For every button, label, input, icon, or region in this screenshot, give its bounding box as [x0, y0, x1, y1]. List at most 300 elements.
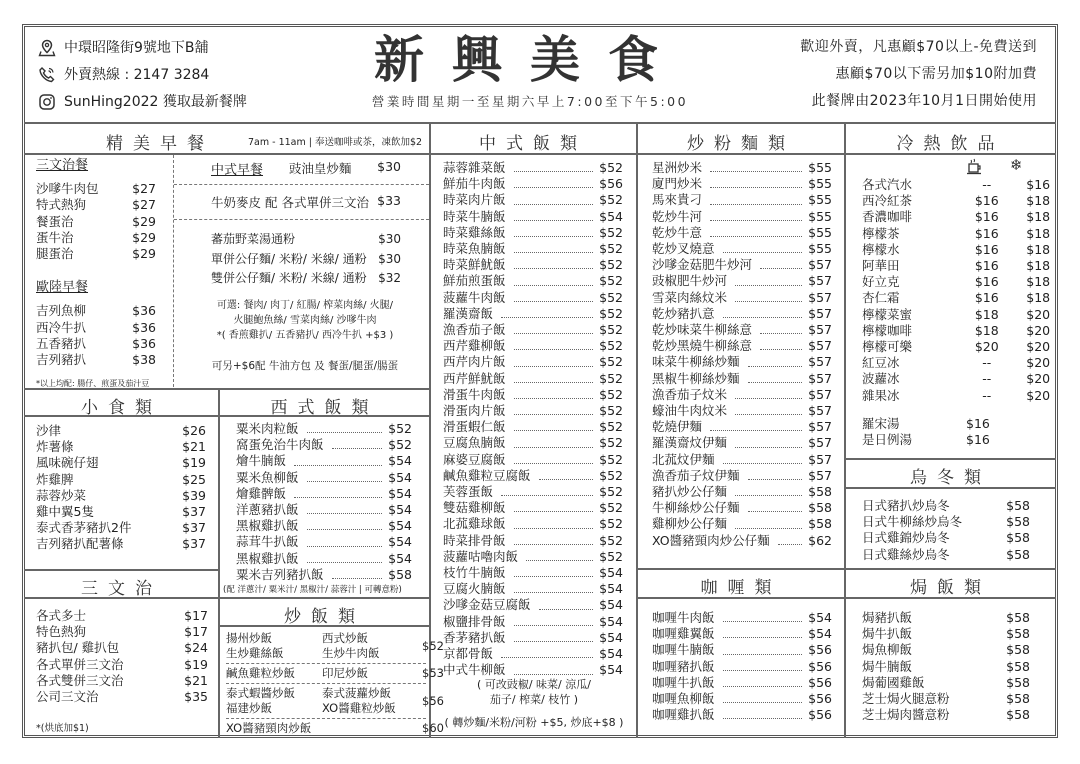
menu-item — [862, 416, 1062, 432]
section-title-snacks: 小食類 — [81, 398, 162, 418]
item-name: 鮮茄牛肉飯 — [443, 176, 506, 192]
menu-item — [443, 290, 623, 306]
contact-info — [38, 34, 247, 115]
fried-rice-group — [226, 664, 444, 684]
menu-item — [36, 352, 156, 368]
item-name: 時菜鮮魷飯 — [443, 257, 506, 273]
dot-leader — [514, 614, 594, 626]
item-name: 特色熱狗 — [36, 624, 87, 640]
item-price: $30 — [378, 251, 401, 266]
dot-leader — [514, 273, 594, 285]
item-price: $54 — [599, 597, 623, 613]
item-name: 豉椒肥牛炒河 — [652, 273, 728, 289]
drink-name: 紅豆冰 — [862, 355, 900, 371]
menu-item — [443, 257, 623, 273]
item-price: $58 — [1006, 642, 1030, 658]
item-price: $52 — [388, 421, 412, 436]
menu-item — [36, 640, 208, 656]
item-name: 蒜蓉雜菜飯 — [443, 160, 506, 175]
item-price: $58 — [808, 484, 832, 500]
item-price: $57 — [808, 419, 832, 435]
phone-icon — [38, 66, 56, 84]
item-price: $52 — [599, 532, 623, 548]
dot-leader — [723, 659, 803, 671]
item-price: $52 — [599, 224, 623, 240]
menu-item — [652, 452, 832, 468]
menu-item — [36, 336, 156, 352]
dot-leader — [539, 597, 594, 609]
fried-rice-group — [226, 719, 444, 738]
drink-name: 檸檬可樂 — [862, 339, 913, 355]
menu-item — [652, 419, 832, 435]
drink-hot: $16 — [974, 209, 999, 225]
drink-cold: $20 — [1026, 339, 1051, 355]
item-price: $30 — [378, 232, 401, 246]
item-name: 時菜雞絲飯 — [443, 224, 506, 240]
item-name: 漁香茄子炆伊麵 — [652, 467, 740, 483]
drink-hot: -- — [982, 387, 992, 403]
item-name: 各式單併三文治 — [36, 656, 124, 672]
menu-item — [652, 322, 832, 338]
item-price: $62 — [808, 532, 832, 548]
item-price: $52 — [599, 354, 623, 370]
section-title-baked-rice: 焗飯類 — [910, 578, 991, 598]
dot-leader — [514, 565, 594, 577]
item-price: $33 — [377, 193, 401, 208]
sandwiches-note: *(烘底加$1) — [36, 723, 89, 734]
item-price: $52 — [599, 370, 623, 386]
item-name: 焗葡國雞飯 — [862, 674, 925, 690]
drink-name: 檸檬菜蜜 — [862, 306, 913, 322]
udon-list — [862, 498, 1030, 563]
menu-item — [862, 498, 1030, 514]
menu-item — [652, 659, 832, 675]
item-name: 牛柳絲炒公仔麵 — [652, 500, 740, 516]
divider — [24, 569, 219, 571]
dot-leader — [307, 502, 383, 514]
item-price: $57 — [808, 435, 832, 451]
item-price: $56 — [599, 176, 623, 192]
dashed-divider — [174, 184, 429, 185]
item-name: 焗豬扒飯 — [862, 610, 913, 625]
item-name: 西芹肉片飯 — [443, 354, 506, 370]
divider — [218, 388, 220, 738]
drink-item — [862, 307, 1062, 323]
drink-cold: $20 — [1026, 306, 1051, 322]
dot-leader — [723, 452, 803, 464]
menu-item — [862, 642, 1030, 658]
menu-item — [443, 192, 623, 208]
menu-item — [652, 435, 832, 451]
drink-name: 西冷紅茶 — [862, 193, 913, 209]
item-name: 牛奶麥皮 配 各式單併三文治 — [211, 195, 369, 210]
sandwich-set-list — [36, 158, 156, 392]
menu-item — [443, 452, 623, 468]
divider — [24, 122, 1056, 124]
section-title-drinks: 冷熱飲品 — [896, 134, 1005, 154]
dot-leader — [307, 551, 383, 563]
drink-cold: $18 — [1026, 241, 1051, 257]
dot-leader — [514, 662, 594, 674]
item-name: 雞柳炒公仔麵 — [652, 516, 728, 532]
item-name: 揚州炒飯 — [226, 631, 272, 645]
item-name: 時菜肉片飯 — [443, 192, 506, 208]
drink-name: 阿華田 — [862, 258, 900, 274]
menu-item — [36, 439, 206, 455]
drinks-list — [862, 177, 1062, 404]
item-price: $27 — [132, 181, 156, 197]
menu-item — [36, 181, 156, 197]
menu-item — [236, 437, 412, 453]
menu-item — [236, 502, 412, 518]
drink-hot: $16 — [974, 274, 999, 290]
menu-item — [443, 565, 623, 581]
item-price: $58 — [1006, 658, 1030, 674]
item-price: $24 — [184, 640, 208, 656]
item-name: 燴牛腩飯 — [236, 453, 287, 469]
dot-leader — [723, 610, 803, 622]
item-name: 燴雞髀飯 — [236, 485, 287, 501]
drink-item — [862, 177, 1062, 193]
item-price: $52 — [599, 322, 623, 338]
menu-item — [236, 551, 412, 567]
dot-leader — [514, 225, 594, 237]
menu-item — [36, 504, 206, 520]
item-name: 泰式蝦醬炒飯 — [226, 686, 295, 700]
item-name: 豉油皇炒麵 — [288, 161, 352, 176]
menu-item — [652, 707, 832, 723]
item-name: 豆腐火腩飯 — [443, 581, 506, 597]
menu-item — [652, 225, 832, 241]
item-name: 粟米魚柳飯 — [236, 469, 299, 485]
dot-leader — [710, 176, 802, 188]
item-price: $54 — [599, 629, 623, 645]
delivery-line: 歡迎外賣，凡惠顧$70以上-免費送到 — [800, 39, 1037, 55]
fried-rice-group — [226, 629, 444, 664]
item-price: $19 — [182, 455, 206, 471]
item-price: $52 — [599, 500, 623, 516]
menu-item — [443, 597, 623, 613]
item-name: 漁香茄子炆米 — [652, 386, 728, 402]
section-title-sandwiches: 三文治 — [81, 579, 162, 599]
item-name: 蛋牛治 — [36, 229, 74, 245]
item-price: $52 — [599, 451, 623, 467]
item-name: 咖喱魚柳飯 — [652, 691, 715, 707]
section-title-chinese-rice: 中式飯類 — [479, 134, 587, 154]
item-price: $54 — [388, 502, 412, 518]
menu-item — [652, 468, 832, 484]
item-name: 吉列豬扒配薯條 — [36, 536, 124, 552]
item-name: 菠蘿咕嚕肉飯 — [443, 548, 519, 564]
menu-item — [236, 421, 412, 437]
item-name: 是日例湯 — [862, 432, 913, 448]
dot-leader — [514, 209, 594, 221]
menu-item — [652, 626, 832, 642]
menu-item — [652, 241, 832, 257]
dot-leader — [294, 486, 382, 498]
item-price: $56 — [808, 642, 832, 658]
menu-item — [443, 419, 623, 435]
item-price: $36 — [132, 319, 156, 335]
item-price: $58 — [1006, 530, 1030, 546]
item-price: $19 — [184, 656, 208, 672]
menu-item — [443, 371, 623, 387]
item-name: 吉列豬扒 — [36, 352, 87, 368]
item-price: $55 — [808, 241, 832, 257]
menu-item — [652, 387, 832, 403]
dot-leader — [514, 516, 594, 528]
item-price: $54 — [388, 453, 412, 469]
dot-leader — [332, 567, 383, 579]
item-price: $58 — [1006, 514, 1030, 530]
item-name: 焗魚柳飯 — [862, 642, 913, 658]
drink-name: 檸檬茶 — [862, 225, 900, 241]
item-price: $54 — [599, 208, 623, 224]
menu-item — [443, 516, 623, 532]
menu-item — [862, 432, 1062, 448]
restaurant-title: 新興美食 — [374, 30, 686, 89]
item-price: $56 — [808, 691, 832, 707]
drink-hot: $16 — [974, 193, 999, 209]
option-line: 可選: 餐肉/ 肉丁/ 紅腸/ 榨菜肉絲/ 火腿/ — [216, 300, 394, 311]
item-name: 吉列魚柳 — [36, 303, 87, 319]
item-price: $52 — [388, 437, 412, 453]
item-price: $52 — [599, 305, 623, 321]
menu-item — [36, 673, 208, 689]
item-name: 雙併公仔麵/ 米粉/ 米線/ 通粉 — [211, 271, 367, 285]
item-name: 咖喱雞翼飯 — [652, 626, 715, 642]
baked-rice-list — [862, 610, 1030, 723]
menu-item — [443, 306, 623, 322]
drink-name: 檸檬水 — [862, 241, 900, 257]
menu-item — [36, 230, 156, 246]
breakfast-noodles-list — [211, 230, 401, 289]
item-name: 西冷牛扒 — [36, 319, 87, 335]
item-price: $52 — [599, 289, 623, 305]
drink-hot: -- — [982, 371, 992, 387]
menu-item — [36, 608, 208, 624]
menu-item — [211, 250, 401, 270]
breakfast-note: 7am - 11am | 奉送咖啡或茶，凍飲加$2 — [248, 137, 423, 148]
sandwiches-list — [36, 608, 208, 705]
dot-leader — [307, 421, 383, 433]
item-price: $54 — [599, 662, 623, 678]
item-price: $26 — [182, 423, 206, 438]
item-price: $21 — [184, 672, 208, 688]
menu-item — [443, 225, 623, 241]
fried-rice-group — [226, 684, 444, 719]
item-name: 滑蛋肉片飯 — [443, 403, 506, 419]
drink-cold: $18 — [1026, 193, 1051, 209]
item-name: 各式雙併三文治 — [36, 672, 124, 688]
chinese-rice-list — [443, 160, 623, 679]
dot-leader — [735, 403, 802, 415]
item-price: $56 — [808, 658, 832, 674]
delivery-line: 惠顧$70以下需另加$10附加費 — [835, 66, 1037, 82]
item-price: $53 — [422, 666, 444, 680]
item-name: 五香豬扒 — [36, 335, 87, 351]
menu-item — [236, 486, 412, 502]
menu-item — [443, 354, 623, 370]
item-price: $57 — [808, 370, 832, 386]
section-title-breakfast: 精美早餐 — [106, 134, 214, 154]
item-name: 時菜排骨飯 — [443, 532, 506, 548]
drink-item — [862, 355, 1062, 371]
soups-list — [862, 416, 1062, 448]
drink-item — [862, 193, 1062, 209]
item-price: $17 — [184, 608, 208, 623]
item-name: 乾炒味菜牛柳絲意 — [652, 322, 753, 338]
item-price: $57 — [808, 305, 832, 321]
item-name: 滑蛋牛肉飯 — [443, 386, 506, 402]
dot-leader — [760, 257, 802, 269]
menu-item — [652, 691, 832, 707]
drink-hot: -- — [982, 355, 992, 371]
item-name: 羅漢齋炆伊麵 — [652, 435, 728, 451]
dot-leader — [735, 290, 802, 302]
dot-leader — [748, 354, 803, 366]
drink-hot: $18 — [974, 322, 999, 338]
opening-hours: 營業時間星期一至星期六早上7:00至下午5:00 — [371, 94, 689, 109]
dot-leader — [514, 322, 594, 334]
dot-leader — [514, 403, 594, 415]
item-name: 腿蛋治 — [36, 246, 74, 262]
item-name: XO醬雞粒炒飯 — [322, 701, 396, 715]
dot-leader — [514, 500, 594, 512]
menu-item — [652, 160, 832, 176]
menu-item — [36, 536, 206, 552]
option-line: 火腿鮑魚絲/ 雪菜肉絲/ 沙嗲牛肉 — [233, 315, 377, 326]
item-price: $57 — [808, 386, 832, 402]
dot-leader — [748, 468, 803, 480]
item-name: 味菜牛柳絲炒麵 — [652, 354, 740, 370]
dot-leader — [307, 470, 383, 482]
item-name: 黑椒雞扒飯 — [236, 550, 299, 566]
menu-item — [862, 514, 1030, 530]
item-name: 日式豬扒炒烏冬 — [862, 498, 950, 513]
dot-leader — [748, 500, 803, 512]
item-name: 單併公仔麵/ 米粉/ 米線/ 通粉 — [211, 251, 367, 266]
section-title-noodles: 炒粉麵類 — [687, 134, 795, 154]
item-price: $57 — [808, 467, 832, 483]
item-name: 窩蛋免治牛肉飯 — [236, 437, 324, 453]
item-price: $21 — [182, 439, 206, 455]
drink-item — [862, 290, 1062, 306]
drink-hot: $16 — [974, 225, 999, 241]
item-name: 漁香茄子飯 — [443, 322, 506, 338]
menu-item — [652, 192, 832, 208]
dot-leader — [735, 484, 802, 496]
item-price: $37 — [182, 504, 206, 520]
hotline-text: 外賣熱線 : 2147 3284 — [64, 66, 210, 83]
item-price: $54 — [388, 469, 412, 485]
item-name: 雪菜肉絲炆米 — [652, 289, 728, 305]
drink-hot: $16 — [974, 258, 999, 274]
dot-leader — [514, 354, 594, 366]
item-name: 星洲炒米 — [652, 160, 703, 175]
item-price: $56 — [808, 674, 832, 690]
oats-item — [211, 193, 401, 211]
item-price: $52 — [599, 257, 623, 273]
dot-leader — [723, 642, 803, 654]
item-name: 黑椒雞扒飯 — [236, 518, 299, 534]
menu-item — [443, 338, 623, 354]
menu-item — [652, 176, 832, 192]
item-price: $52 — [599, 241, 623, 257]
dot-leader — [514, 630, 594, 642]
item-name: 羅宋湯 — [862, 416, 900, 431]
menu-item — [443, 160, 623, 176]
menu-item — [862, 626, 1030, 642]
menu-item — [236, 534, 412, 550]
item-name: 鮮茄煎蛋飯 — [443, 273, 506, 289]
dot-leader — [760, 338, 802, 350]
menu-item — [652, 533, 832, 549]
breakfast-addon: 可另+$6配 牛油方包 及 餐蛋/腿蛋/腸蛋 — [211, 360, 399, 372]
menu-item — [36, 689, 208, 705]
dot-leader — [710, 192, 802, 204]
item-price: $54 — [388, 518, 412, 534]
menu-item — [652, 610, 832, 626]
item-name: 椒鹽排骨飯 — [443, 613, 506, 629]
dashed-divider — [173, 155, 174, 387]
menu-item — [652, 306, 832, 322]
item-name: 印尼炒飯 — [322, 666, 368, 680]
drink-name: 波蘿冰 — [862, 371, 900, 387]
item-price: $58 — [808, 500, 832, 516]
item-price: $54 — [599, 565, 623, 581]
item-price: $25 — [182, 471, 206, 487]
drink-item — [862, 226, 1062, 242]
item-price: $54 — [599, 646, 623, 662]
fried-rice-list — [226, 629, 444, 738]
item-name: 咖喱牛腩飯 — [652, 642, 715, 658]
section-title-curry: 咖喱類 — [700, 578, 782, 598]
menu-item — [36, 488, 206, 504]
drink-item — [862, 323, 1062, 339]
item-price: $54 — [808, 610, 832, 625]
menu-item — [36, 303, 156, 319]
menu-item — [443, 549, 623, 565]
location-pin-icon — [38, 39, 56, 57]
note-line: ( 轉炒麵/米粉/河粉 +$5, 炒底+$8 ) — [444, 716, 624, 729]
dot-leader — [735, 387, 802, 399]
item-price: $16 — [966, 432, 990, 448]
item-price: $57 — [808, 403, 832, 419]
note-line: ( 可改豉椒/ 味菜/ 涼瓜/ — [477, 678, 591, 691]
hot-cup-icon — [966, 157, 984, 179]
item-name: 洋蔥豬扒飯 — [236, 502, 299, 518]
item-price: $27 — [132, 197, 156, 213]
dot-leader — [514, 435, 594, 447]
item-name: 咖喱雞扒飯 — [652, 707, 715, 723]
item-price: $56 — [422, 693, 444, 708]
menu-item — [36, 472, 206, 488]
menu-item — [443, 273, 623, 289]
dot-leader — [723, 707, 803, 719]
chinese-breakfast — [211, 159, 401, 178]
menu-item — [652, 257, 832, 273]
western-rice-list — [236, 421, 412, 583]
drink-name: 杏仁霜 — [862, 290, 900, 306]
dot-leader — [710, 209, 802, 221]
dot-leader — [514, 338, 594, 350]
item-price: $37 — [182, 536, 206, 552]
item-price: $57 — [808, 273, 832, 289]
item-name: 風味碗仔翅 — [36, 455, 99, 471]
item-price: $52 — [599, 386, 623, 402]
dot-leader — [514, 419, 594, 431]
